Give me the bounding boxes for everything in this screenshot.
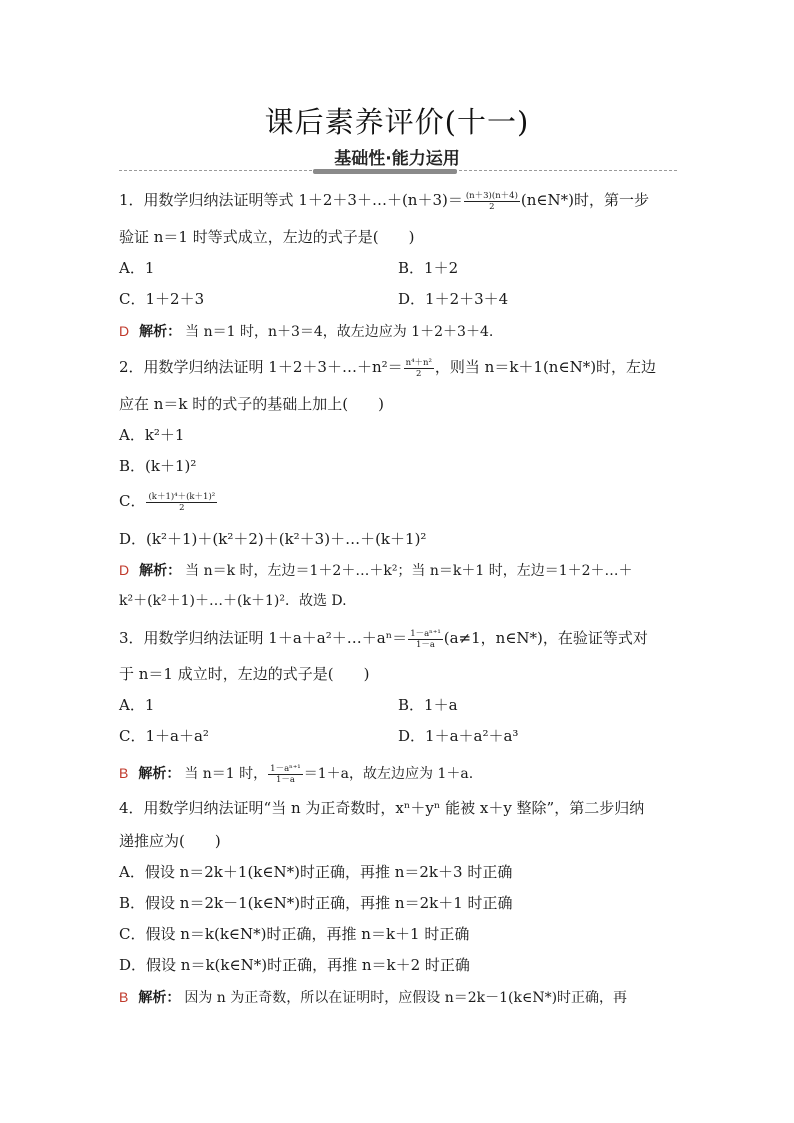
q3-frac-den: 1－a	[415, 639, 435, 650]
q2-analysis-label: 解析：	[139, 563, 182, 579]
q2-analysis-line2: k²＋(k²＋1)＋…＋(k＋1)²．故选 D.	[119, 593, 347, 609]
q4-option-b: B．假设 n＝2k－1(k∈N*)时正确，再推 n＝2k＋1 时正确	[119, 894, 513, 912]
q2-frac-num: n⁴＋n²	[405, 357, 432, 368]
q1-frac-num: (n＋3)(n＋4)	[465, 190, 518, 201]
q1-stem-a: 1．用数学归纳法证明等式 1＋2＋3＋…＋(n＋3)＝	[119, 191, 463, 209]
q4-stem-line1: 4．用数学归纳法证明“当 n 为正奇数时，xⁿ＋yⁿ 能被 x＋y 整除”，第二步归纳	[119, 799, 645, 817]
q3-option-b: B．1＋a	[398, 696, 458, 714]
q3-analysis-a: 当 n＝1 时，	[184, 766, 268, 782]
q1-stem-line1	[119, 190, 649, 212]
q4-option-a: A．假设 n＝2k＋1(k∈N*)时正确，再推 n＝2k＋3 时正确	[119, 863, 513, 881]
q2-option-c-fraction	[146, 492, 217, 513]
q3-fraction	[408, 629, 443, 650]
q3-stem-a: 3．用数学归纳法证明 1＋a＋a²＋…＋aⁿ＝	[119, 629, 408, 647]
q4-analysis: 因为 n 为正奇数，所以在证明时，应假设 n＝2k－1(k∈N*)时正确，再	[184, 990, 628, 1006]
q2-answer	[119, 560, 633, 581]
q3-stem-b: (a≠1，n∈N*)，在验证等式对	[443, 629, 648, 647]
q1-stem-b: (n∈N*)时，第一步	[520, 191, 649, 209]
q3-option-c: C．1＋a＋a²	[119, 727, 209, 745]
q2-option-d: D．(k²＋1)＋(k²＋2)＋(k²＋3)＋…＋(k＋1)²	[119, 530, 427, 548]
q3-analysis-b: ＝1＋a，故左边应为 1＋a.	[303, 766, 474, 782]
q3-stem-line1	[119, 628, 648, 650]
q2-fraction	[404, 358, 434, 379]
section-heading: 基础性·能力运用	[334, 149, 460, 169]
q4-analysis-label: 解析：	[138, 990, 181, 1006]
q1-frac-den: 2	[489, 201, 495, 212]
q4-answer	[119, 987, 627, 1008]
q1-fraction	[464, 191, 520, 212]
q2-option-b: B．(k＋1)²	[119, 457, 197, 475]
q2-stem-line2: 应在 n＝k 时的式子的基础上加上( )	[119, 395, 384, 413]
q1-answer	[119, 321, 493, 342]
q3-answer	[119, 763, 473, 785]
page-title: 课后素养评价(十一)	[264, 105, 530, 139]
q1-analysis-label: 解析：	[139, 324, 182, 340]
q3-analysis-label: 解析：	[138, 766, 181, 782]
q4-option-c: C．假设 n＝k(k∈N*)时正确，再推 n＝k＋1 时正确	[119, 925, 470, 943]
q2-option-c-prefix: C．	[119, 492, 146, 510]
section-underline-bar	[313, 169, 457, 174]
q2-option-c	[119, 491, 218, 513]
q2-analysis-line1: 当 n＝k 时，左边＝1＋2＋…＋k²；当 n＝k＋1 时，左边＝1＋2＋…＋	[185, 563, 633, 579]
q3-stem-line2: 于 n＝1 成立时，左边的式子是( )	[119, 665, 370, 683]
q1-stem-line2: 验证 n＝1 时等式成立，左边的式子是( )	[119, 228, 415, 246]
q2-stem-line1	[119, 357, 656, 379]
q1-option-c: C．1＋2＋3	[119, 290, 205, 308]
q1-option-b: B．1＋2	[398, 259, 459, 277]
q2-stem-a: 2．用数学归纳法证明 1＋2＋3＋…＋n²＝	[119, 358, 403, 376]
q3-option-d: D．1＋a＋a²＋a³	[398, 727, 519, 745]
q1-option-d: D．1＋2＋3＋4	[398, 290, 509, 308]
q1-answer-key: D	[119, 323, 130, 339]
q1-option-a: A．1	[119, 259, 155, 277]
q4-stem-line2: 递推应为( )	[119, 832, 221, 850]
q3-frac-num: 1－aⁿ⁺¹	[410, 628, 441, 639]
q2-option-c-num: (k＋1)⁴＋(k＋1)²	[148, 491, 216, 502]
q1-analysis: 当 n＝1 时，n＋3＝4，故左边应为 1＋2＋3＋4.	[185, 324, 494, 340]
q3-analysis-fraction	[268, 764, 303, 785]
q4-answer-key: B	[119, 989, 129, 1005]
q2-option-a: A．k²＋1	[119, 426, 185, 444]
q3-analysis-frac-den: 1－a	[275, 774, 295, 785]
q2-frac-den: 2	[416, 368, 422, 379]
q3-option-a: A．1	[119, 696, 155, 714]
q3-analysis-frac-num: 1－aⁿ⁺¹	[270, 763, 301, 774]
q3-answer-key: B	[119, 765, 129, 781]
q2-answer-key: D	[119, 562, 130, 578]
q2-option-c-den: 2	[179, 502, 185, 513]
q2-stem-b: ，则当 n＝k＋1(n∈N*)时，左边	[434, 358, 657, 376]
q4-option-d: D．假设 n＝k(k∈N*)时正确，再推 n＝k＋2 时正确	[119, 956, 470, 974]
